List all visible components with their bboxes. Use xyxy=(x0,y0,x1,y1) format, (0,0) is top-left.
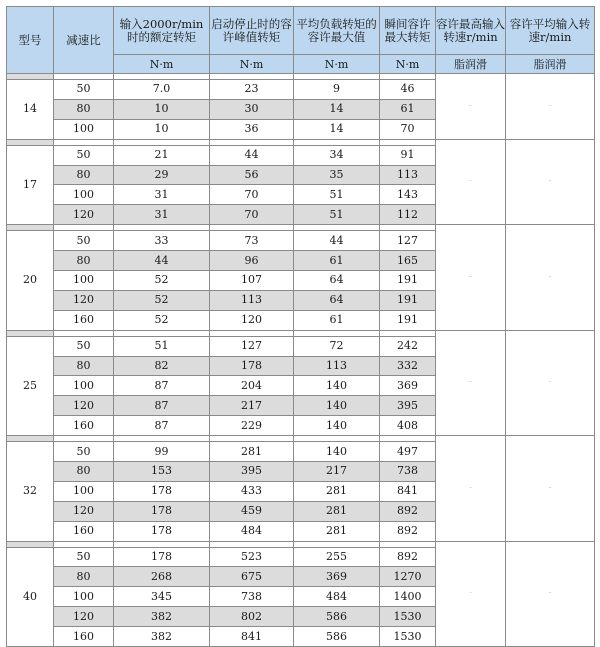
ratio-cell: 50 xyxy=(54,336,114,356)
ratio-cell: 80 xyxy=(54,99,114,119)
instant-torque-cell: 191 xyxy=(380,271,436,291)
peak-torque-cell: 113 xyxy=(210,290,294,310)
instant-torque-cell: 165 xyxy=(380,251,436,271)
avg-torque-cell: 140 xyxy=(294,442,380,462)
ratio-cell: 50 xyxy=(54,442,114,462)
peak-torque-cell: 107 xyxy=(210,271,294,291)
ratio-cell: 50 xyxy=(54,231,114,251)
max-speed-cell: 4800 xyxy=(436,436,506,541)
avg-torque-cell: 34 xyxy=(294,145,380,165)
peak-torque-cell: 23 xyxy=(210,80,294,100)
instant-torque-cell: 127 xyxy=(380,231,436,251)
peak-torque-cell: 73 xyxy=(210,231,294,251)
instant-torque-cell: 408 xyxy=(380,416,436,436)
avg-torque-cell: 281 xyxy=(294,501,380,521)
instant-torque-cell: 332 xyxy=(380,356,436,376)
peak-torque-cell: 127 xyxy=(210,336,294,356)
ratio-cell: 160 xyxy=(54,627,114,647)
instant-torque-cell: 1530 xyxy=(380,627,436,647)
peak-torque-cell: 70 xyxy=(210,205,294,225)
rated-torque-cell: 178 xyxy=(114,481,210,501)
instant-torque-cell: 91 xyxy=(380,145,436,165)
instant-torque-cell: 191 xyxy=(380,310,436,330)
table-header xyxy=(7,7,595,74)
ratio-cell: 80 xyxy=(54,165,114,185)
model-cell: 32 xyxy=(7,442,54,541)
instant-torque-cell: 497 xyxy=(380,442,436,462)
unit-peak: N·m xyxy=(210,55,294,74)
peak-torque-cell: 523 xyxy=(210,547,294,567)
avg-torque-cell: 140 xyxy=(294,376,380,396)
avg-torque-cell: 217 xyxy=(294,462,380,482)
max-speed-cell: 8500 xyxy=(436,74,506,140)
peak-torque-cell: 675 xyxy=(210,567,294,587)
peak-torque-cell: 56 xyxy=(210,165,294,185)
instant-torque-cell: 892 xyxy=(380,521,436,541)
avg-torque-cell: 586 xyxy=(294,627,380,647)
peak-torque-cell: 30 xyxy=(210,99,294,119)
ratio-cell: 160 xyxy=(54,310,114,330)
peak-torque-cell: 395 xyxy=(210,462,294,482)
rated-torque-cell: 52 xyxy=(114,271,210,291)
instant-torque-cell: 70 xyxy=(380,119,436,139)
ratio-cell: 120 xyxy=(54,607,114,627)
model-cell: 17 xyxy=(7,145,54,225)
rated-torque-cell: 29 xyxy=(114,165,210,185)
rated-torque-cell: 10 xyxy=(114,99,210,119)
avg-torque-cell: 369 xyxy=(294,567,380,587)
instant-torque-cell: 143 xyxy=(380,185,436,205)
ratio-cell: 120 xyxy=(54,501,114,521)
rated-torque-cell: 44 xyxy=(114,251,210,271)
ratio-cell: 120 xyxy=(54,396,114,416)
max-speed-cell: 7300 xyxy=(436,139,506,225)
unit-avg: N·m xyxy=(294,55,380,74)
max-speed-cell: 4000 xyxy=(436,541,506,646)
rated-torque-cell: 33 xyxy=(114,231,210,251)
header-instant-max-torque: 瞬间容许最大转矩 xyxy=(380,7,436,55)
max-speed-cell: 6500 xyxy=(436,225,506,330)
ratio-cell: 120 xyxy=(54,205,114,225)
peak-torque-cell: 738 xyxy=(210,587,294,607)
avg-torque-cell: 113 xyxy=(294,356,380,376)
rated-torque-cell: 382 xyxy=(114,607,210,627)
avg-torque-cell: 255 xyxy=(294,547,380,567)
avg-torque-cell: 484 xyxy=(294,587,380,607)
header-ratio: 减速比 xyxy=(54,7,114,74)
instant-torque-cell: 841 xyxy=(380,481,436,501)
avg-torque-cell: 14 xyxy=(294,99,380,119)
model-cell: 40 xyxy=(7,547,54,646)
rated-torque-cell: 178 xyxy=(114,547,210,567)
avg-torque-cell: 51 xyxy=(294,205,380,225)
unit-instant: N·m xyxy=(380,55,436,74)
ratio-cell: 50 xyxy=(54,145,114,165)
model-cell: 20 xyxy=(7,231,54,330)
rated-torque-cell: 51 xyxy=(114,336,210,356)
peak-torque-cell: 44 xyxy=(210,145,294,165)
peak-torque-cell: 802 xyxy=(210,607,294,627)
instant-torque-cell: 61 xyxy=(380,99,436,119)
ratio-cell: 120 xyxy=(54,290,114,310)
avg-torque-cell: 35 xyxy=(294,165,380,185)
rated-torque-cell: 10 xyxy=(114,119,210,139)
avg-torque-cell: 140 xyxy=(294,416,380,436)
peak-torque-cell: 217 xyxy=(210,396,294,416)
rated-torque-cell: 382 xyxy=(114,627,210,647)
ratio-cell: 80 xyxy=(54,462,114,482)
avg-torque-cell: 44 xyxy=(294,231,380,251)
ratio-cell: 160 xyxy=(54,521,114,541)
peak-torque-cell: 841 xyxy=(210,627,294,647)
reducer-spec-table xyxy=(6,6,595,647)
avg-torque-cell: 72 xyxy=(294,336,380,356)
header-model: 型号 xyxy=(7,7,54,74)
avg-torque-cell: 586 xyxy=(294,607,380,627)
rated-torque-cell: 7.0 xyxy=(114,80,210,100)
rated-torque-cell: 21 xyxy=(114,145,210,165)
rated-torque-cell: 52 xyxy=(114,290,210,310)
instant-torque-cell: 112 xyxy=(380,205,436,225)
header-max-input-speed: 容许最高输入转速r/min xyxy=(436,7,506,55)
rated-torque-cell: 99 xyxy=(114,442,210,462)
peak-torque-cell: 204 xyxy=(210,376,294,396)
instant-torque-cell: 738 xyxy=(380,462,436,482)
peak-torque-cell: 178 xyxy=(210,356,294,376)
instant-torque-cell: 46 xyxy=(380,80,436,100)
peak-torque-cell: 459 xyxy=(210,501,294,521)
avg-torque-cell: 14 xyxy=(294,119,380,139)
ratio-cell: 80 xyxy=(54,356,114,376)
avg-torque-cell: 51 xyxy=(294,185,380,205)
note-max-speed: 脂润滑 xyxy=(436,55,506,74)
avg-torque-cell: 64 xyxy=(294,271,380,291)
avg-torque-cell: 61 xyxy=(294,251,380,271)
table-body xyxy=(7,74,595,647)
ratio-cell: 100 xyxy=(54,376,114,396)
avg-speed-cell: 3500 xyxy=(506,330,595,435)
note-avg-speed: 脂润滑 xyxy=(506,55,595,74)
ratio-cell: 100 xyxy=(54,271,114,291)
rated-torque-cell: 31 xyxy=(114,185,210,205)
ratio-cell: 80 xyxy=(54,567,114,587)
instant-torque-cell: 395 xyxy=(380,396,436,416)
instant-torque-cell: 369 xyxy=(380,376,436,396)
peak-torque-cell: 70 xyxy=(210,185,294,205)
ratio-cell: 80 xyxy=(54,251,114,271)
avg-torque-cell: 281 xyxy=(294,521,380,541)
header-row xyxy=(7,7,595,55)
instant-torque-cell: 191 xyxy=(380,290,436,310)
header-avg-input-speed: 容许平均输入转速r/min xyxy=(506,7,595,55)
rated-torque-cell: 153 xyxy=(114,462,210,482)
model-cell: 14 xyxy=(7,80,54,140)
spec-table-container xyxy=(6,6,594,647)
avg-torque-cell: 9 xyxy=(294,80,380,100)
avg-speed-cell: 3500 xyxy=(506,74,595,140)
instant-torque-cell: 1400 xyxy=(380,587,436,607)
rated-torque-cell: 178 xyxy=(114,521,210,541)
instant-torque-cell: 113 xyxy=(380,165,436,185)
instant-torque-cell: 892 xyxy=(380,501,436,521)
ratio-cell: 50 xyxy=(54,547,114,567)
avg-speed-cell: 3500 xyxy=(506,225,595,330)
instant-torque-cell: 1530 xyxy=(380,607,436,627)
rated-torque-cell: 345 xyxy=(114,587,210,607)
header-rated-torque: 输入2000r/min时的额定转矩 xyxy=(114,7,210,55)
instant-torque-cell: 1270 xyxy=(380,567,436,587)
avg-torque-cell: 61 xyxy=(294,310,380,330)
rated-torque-cell: 52 xyxy=(114,310,210,330)
avg-torque-cell: 140 xyxy=(294,396,380,416)
peak-torque-cell: 96 xyxy=(210,251,294,271)
ratio-cell: 100 xyxy=(54,587,114,607)
rated-torque-cell: 178 xyxy=(114,501,210,521)
peak-torque-cell: 36 xyxy=(210,119,294,139)
ratio-cell: 50 xyxy=(54,80,114,100)
instant-torque-cell: 242 xyxy=(380,336,436,356)
header-peak-torque: 启动停止时的容许峰值转矩 xyxy=(210,7,294,55)
peak-torque-cell: 120 xyxy=(210,310,294,330)
model-cell: 25 xyxy=(7,336,54,435)
ratio-cell: 160 xyxy=(54,416,114,436)
peak-torque-cell: 484 xyxy=(210,521,294,541)
instant-torque-cell: 892 xyxy=(380,547,436,567)
rated-torque-cell: 31 xyxy=(114,205,210,225)
avg-speed-cell: 3000 xyxy=(506,541,595,646)
rated-torque-cell: 268 xyxy=(114,567,210,587)
avg-torque-cell: 281 xyxy=(294,481,380,501)
peak-torque-cell: 433 xyxy=(210,481,294,501)
peak-torque-cell: 281 xyxy=(210,442,294,462)
rated-torque-cell: 87 xyxy=(114,416,210,436)
peak-torque-cell: 229 xyxy=(210,416,294,436)
rated-torque-cell: 87 xyxy=(114,396,210,416)
rated-torque-cell: 87 xyxy=(114,376,210,396)
avg-speed-cell: 3500 xyxy=(506,139,595,225)
rated-torque-cell: 82 xyxy=(114,356,210,376)
avg-torque-cell: 64 xyxy=(294,290,380,310)
unit-rated: N·m xyxy=(114,55,210,74)
ratio-cell: 100 xyxy=(54,481,114,501)
header-avg-max-torque: 平均负载转矩的容许最大值 xyxy=(294,7,380,55)
max-speed-cell: 5600 xyxy=(436,330,506,435)
ratio-cell: 100 xyxy=(54,119,114,139)
ratio-cell: 100 xyxy=(54,185,114,205)
avg-speed-cell: 3500 xyxy=(506,436,595,541)
